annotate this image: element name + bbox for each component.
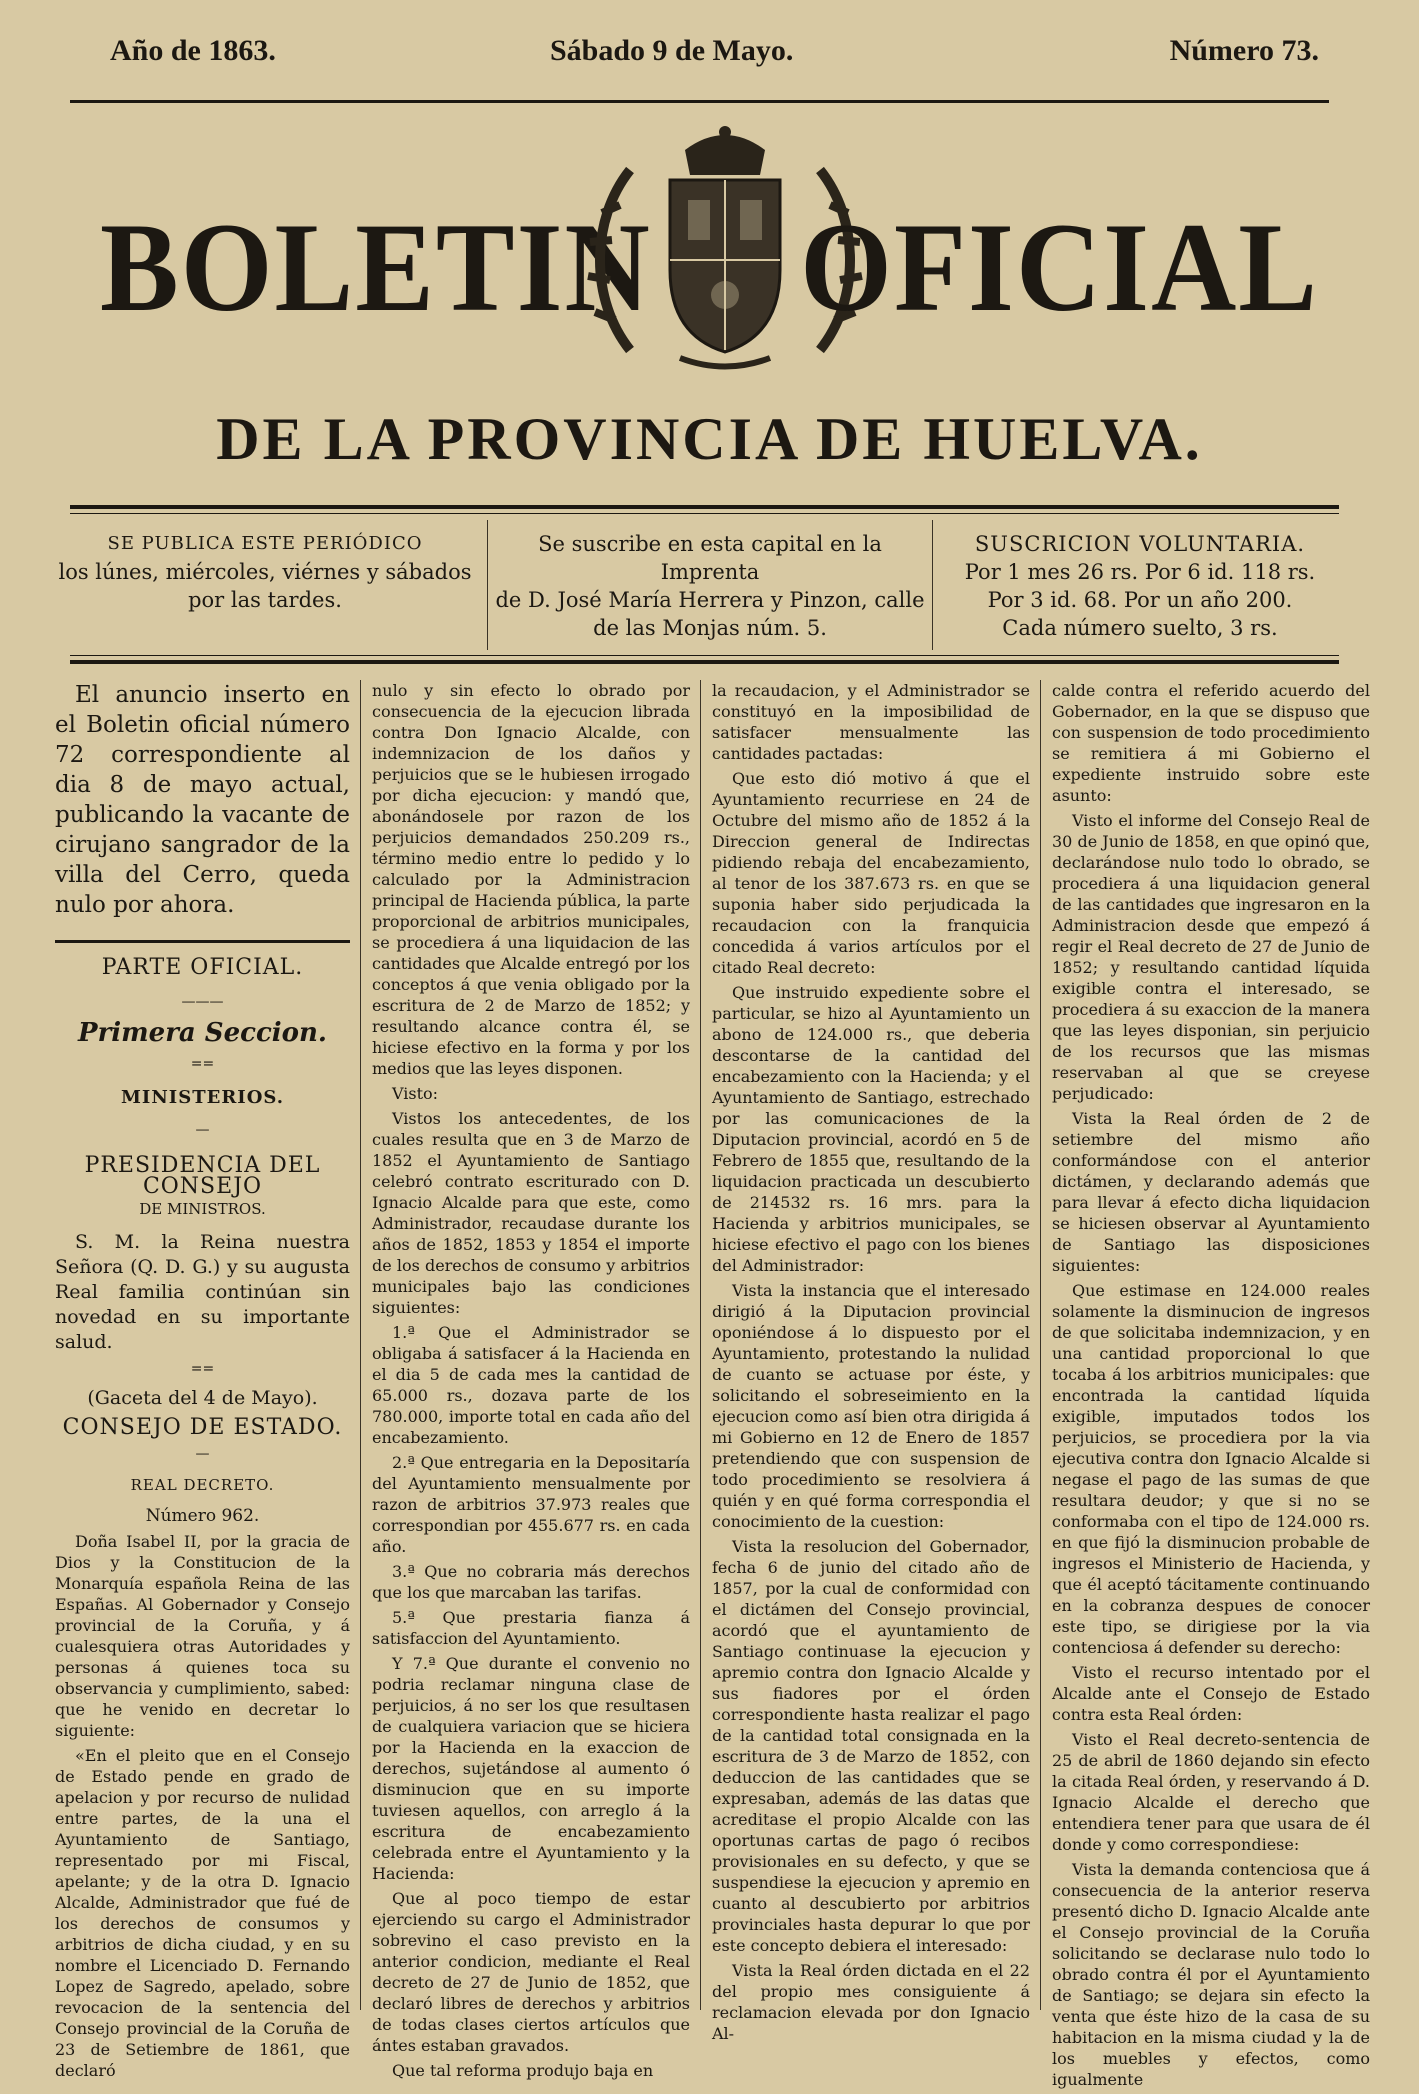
col2-condition-5: 5.ª Que prestaria fianza á satisfaccion del Ayuntamiento.	[372, 1608, 690, 1648]
info-publication	[55, 530, 475, 614]
col3-paragraph-3: Que instruido expediente sobre el particular, se hizo al Ayuntamiento un abono de 124.000 rs., que deberia descontarse de la cantidad del encabezamiento con la Hacienda; y el Ayuntamiento de Santiago, estrechado por las comunicaciones de la Diputacion provincial, acordó en 5 de Febrero de 1855 que, resultando de la liquidacion practicada un descubierto de 214532 rs. 16 mrs. para la Hacienda y arbitrios municipales, se hiciese efectivo el pago con los bienes del Administrador:	[712, 983, 1030, 1275]
reina-text: S. M. la Reina nuestra Señora (Q. D. G.) y su augusta Real familia continúan sin novedad en su importante salud.	[55, 1231, 350, 1353]
separator: ==	[190, 1056, 215, 1072]
ministerios-heading: MINISTERIOS.	[120, 1087, 284, 1108]
column-divider-2	[700, 680, 701, 2010]
top-rule	[70, 100, 1329, 103]
col2-paragraph-4: Que tal reforma produjo baja en	[392, 2061, 654, 2080]
column-1	[55, 680, 350, 2085]
col4-paragraph-2: Visto el informe del Consejo Real de 30 de Junio de 1858, en que opinó que, declarándose nulo todo lo obrado, se procediera á una liquidacion general de las cantidades que ingresaron en la Administracion desde que empezó á regir el Real decreto de 27 de Junio de 1852; y resultando cantidad líquida exigible contra el interesado, se procediera á su exaccion de la manera que las leyes disponian, sin perjuicio de los recursos que las mismas reservaban al que se creyese perjudicado:	[1052, 811, 1370, 1103]
presidencia-heading: PRESIDENCIA DEL CONSEJO	[84, 1153, 321, 1199]
masthead-word-left: BOLETIN	[100, 196, 652, 339]
info-publication-title: SE PUBLICA ESTE PERIÓDICO	[107, 533, 423, 554]
decreto-number: Número 962.	[145, 1506, 260, 1526]
issue-date: Sábado 9 de Mayo.	[550, 34, 794, 67]
info-publication-time: por las tardes.	[188, 588, 342, 612]
column-4	[1052, 680, 1370, 2094]
info-subscription-line-3: de las Monjas núm. 5.	[593, 616, 827, 640]
info-prices-line-2: Por 3 id. 68. Por un año 200.	[987, 588, 1293, 612]
col4-paragraph-4: Que estimase en 124.000 reales solamente la disminucion de ingresos de que solicitaba indemnizacion, y en una cantidad proporcional lo que tocaba á los arbitrios municipales: que encontrada la cantidad líquida exigible, imputados todos los perjuicios, se procediera por la via ejecutiva contra don Ignacio Alcalde si negase el pago de las sumas de que resultara deudor; y que si no se conformaba con el tipo de 124.000 rs. en que fijó la disminucion probable de ingresos el Ministerio de Hacienda, y que él aceptó tácitamente continuando en la cobranza despues de conocer este tipo, se dirigiese por la via contenciosa á defender su derecho:	[1052, 1281, 1370, 1657]
parte-oficial-heading: PARTE OFICIAL.	[101, 955, 304, 980]
column-3	[712, 680, 1030, 2048]
col4-paragraph-1: calde contra el referido acuerdo del Gobernador, en la que se dispuso que con suspension de todo procedimiento se remitiera á mi Gobierno el expediente instruido sobre este asunto:	[1052, 681, 1370, 805]
column-divider-3	[1040, 680, 1041, 2010]
col2-paragraph-2: Vistos los antecedentes, de los cuales resulta que en 3 de Marzo de 1852 el Ayuntamiento de Santiago celebró contrato escriturado con D. Ignacio Alcalde para que este, como Administrador, recaudase durante los años de 1852, 1853 y 1854 el importe de los derechos de consumo y arbitrios municipales bajo las condiciones siguientes:	[372, 1109, 690, 1317]
col2-condition-7: Y 7.ª Que durante el convenio no podria reclamar ninguna clase de perjuicios, á no ser los que resultasen de cualquiera variacion que se hiciera por la Hacienda en la exaccion de derechos, sujetándose al aumento ó disminucion que en su importe tuviesen aquellos, con arreglo á la escritura de encabezamiento celebrada entre el Ayuntamiento y la Hacienda:	[372, 1654, 690, 1883]
info-publication-days: los lúnes, miércoles, viérnes y sábados	[58, 560, 472, 584]
notice-text: El anuncio inserto en el Boletin oficial número 72 correspondiente al dia 8 de mayo actual, publicando la vacante de cirujano sangrador de la villa del Cerro, queda nulo por ahora.	[55, 682, 350, 918]
separator: —	[195, 1122, 210, 1138]
issue-year: Año de 1863.	[110, 34, 276, 67]
col3-paragraph-6: Vista la Real órden dictada en el 22 del propio mes consiguiente á reclamacion elevada por don Ignacio Al-	[712, 1961, 1030, 2043]
info-divider-1	[487, 520, 488, 650]
info-bottom-rule	[70, 660, 1339, 664]
info-prices-single: Cada número suelto, 3 rs.	[1002, 616, 1278, 640]
col2-condition-1: 1.ª Que el Administrador se obligaba á satisfacer á la Hacienda en el dia 5 de cada mes la cantidad de 65.000 rs., dozava parte de los 780.000, importe total en cada año del encabezamiento.	[372, 1323, 690, 1447]
column-2	[372, 680, 690, 2085]
col2-visto: Visto:	[392, 1084, 439, 1103]
info-subscription-line-1: Se suscribe en esta capital en la Imprenta	[538, 532, 882, 584]
masthead	[100, 120, 1319, 380]
col4-paragraph-7: Vista la demanda contenciosa que á consecuencia de la anterior reserva presentó dicho D. Ignacio Alcalde ante el Consejo provincial de la Coruña solicitando se declarase nulo todo lo obrado contra él por el Ayuntamiento de Santiago; se dejara sin efecto la venta que éste hizo de la casa de su habitacion en la misma ciudad y la de los muebles y efectos, como igualmente	[1052, 1860, 1370, 2089]
info-divider-2	[932, 520, 933, 650]
issue-number: Número 73.	[1169, 34, 1319, 67]
info-subscription-place	[495, 530, 925, 642]
masthead-word-right: OFICIAL	[800, 196, 1319, 339]
info-bottom-rule-thin	[70, 655, 1339, 656]
col4-paragraph-3: Vista la Real órden de 2 de setiembre del mismo año conformándose con el anterior dictámen, y declarando además que para llevar á efecto dicha liquidacion se hiciesen observar al Ayuntamiento de Santiago las disposiciones siguientes:	[1052, 1109, 1370, 1275]
col2-paragraph-3: Que al poco tiempo de estar ejerciendo su cargo el Administrador sobrevino el caso previsto en la anterior condicion, mediante el Real decreto de 27 de Junio de 1852, que declaró libres de derechos y arbitrios de todas clases ciertos artículos que ántes estaban gravados.	[372, 1889, 690, 2055]
col3-paragraph-5: Vista la resolucion del Gobernador, fecha 6 de junio del citado año de 1857, por la cual de conformidad con el dictámen del Consejo provincial, acordó que el ayuntamiento de Santiago continuase la ejecucion y apremio contra don Ignacio Alcalde y sus fiadores por el órden correspondiente hasta realizar el pago de la cantidad total consignada en la escritura de 3 de Marzo de 1852, con deduccion de las cantidades que se expresaban, además de las datas que acreditase el propio Alcalde con las oportunas cartas de pago ó recibos provisionales en su defecto, y que se suspendiese la ejecucion y apremio en cuanto al descubierto por arbitrios provinciales hasta depurar lo que por este concepto debiera el interesado:	[712, 1537, 1030, 1955]
seccion-heading: Primera Seccion.	[78, 1018, 327, 1048]
consejo-heading: CONSEJO DE ESTADO.	[62, 1415, 343, 1440]
info-prices-line-1: Por 1 mes 26 rs. Por 6 id. 118 rs.	[964, 560, 1316, 584]
separator: —	[195, 1446, 210, 1462]
col1-paragraph-2: «En el pleito que en el Consejo de Estado pende en grado de apelacion y por recurso de nulidad entre partes, de la una el Ayuntamiento de Santiago, representado por mi Fiscal, apelante; y de la otra D. Ignacio Alcalde, Administrador que fué de los derechos de consumos y arbitrios de dicha ciudad, y en su nombre el Licenciado D. Fernando Lopez de Sagredo, apelado, sobre revocacion de la sentencia del Consejo provincial de la Coruña de 23 de Setiembre de 1861, que declaró	[55, 1746, 350, 2080]
info-prices-title: SUSCRICION VOLUNTARIA.	[974, 532, 1306, 556]
separator: ———	[181, 994, 224, 1010]
decreto-heading: REAL DECRETO.	[130, 1476, 275, 1494]
col2-condition-2: 2.ª Que entregaria en la Depositaría del Ayuntamiento mensualmente por razon de arbitrios 37.973 reales que correspondian por 455.677 rs. en cada año.	[372, 1453, 690, 1556]
notice-rule	[55, 940, 350, 943]
col4-paragraph-5: Visto el recurso intentado por el Alcalde ante el Consejo de Estado contra esta Real órden:	[1052, 1663, 1370, 1724]
col4-paragraph-6: Visto el Real decreto-sentencia de 25 de abril de 1860 dejando sin efecto la citada Real órden, y reservando á D. Ignacio Alcalde el derecho que entendiera tener para que usara de él donde y como correspondiese:	[1052, 1730, 1370, 1854]
col3-paragraph-2: Que esto dió motivo á que el Ayuntamiento recurriese en 24 de Octubre del mismo año de 1852 á la Direccion general de Indirectas pidiendo rebaja del encabezamiento, al tenor de los 387.673 rs. en que se suponia haber sido perjudicada la recaudacion con la franquicia concedida á varios artículos por el citado Real decreto:	[712, 769, 1030, 977]
info-top-rule	[70, 505, 1339, 509]
ministros-heading: DE MINISTROS.	[139, 1200, 266, 1218]
gaceta-text: (Gaceta del 4 de Mayo).	[87, 1387, 318, 1409]
col3-paragraph-1: la recaudacion, y el Administrador se constituyó en la imposibilidad de satisfacer mensualmente las cantidades pactadas:	[712, 681, 1030, 763]
masthead-subtitle: DE LA PROVINCIA DE HUELVA.	[216, 406, 1203, 472]
separator: ==	[190, 1361, 215, 1377]
column-divider-1	[360, 680, 361, 2010]
info-prices	[940, 530, 1340, 642]
col3-paragraph-4: Vista la instancia que el interesado dirigió á la Diputacion provincial oponiéndose á lo dispuesto por el Ayuntamiento, protestando la nulidad de cuanto se actuase por éste, y solicitando el sobreseimiento en la ejecucion como así bien otra dirigida á mi Gobierno en 12 de Enero de 1857 pretendiendo que con suspension de todo procedimiento se resolviera á quién y en qué forma correspondia el conocimiento de la cuestion:	[712, 1281, 1030, 1531]
col1-paragraph-1: Doña Isabel II, por la gracia de Dios y la Constitucion de la Monarquía española Reina de las Españas. Al Gobernador y Consejo provincial de la Coruña, y á cualesquiera otras Autoridades y personas á quienes toca su observancia y cumplimiento, sabed: que he venido en decretar lo siguiente:	[55, 1532, 350, 1740]
info-subscription-line-2: de D. José María Herrera y Pinzon, calle	[495, 588, 925, 612]
info-top-rule-thin	[70, 513, 1339, 514]
col2-condition-3: 3.ª Que no cobraria más derechos que los que marcaban las tarifas.	[372, 1562, 690, 1602]
col2-paragraph-1: nulo y sin efecto lo obrado por consecuencia de la ejecucion librada contra Don Ignacio Alcalde, con indemnizacion de los daños y perjuicios que se le hubiesen irrogado por dicha ejecucion: y mandó que, abonándosele por razon de los perjuicios demandados 250.209 rs., término medio entre lo pedido y lo calculado por la Administracion principal de Hacienda pública, la parte proporcional de arbitrios municipales, se procediera á una liquidacion de las cantidades que Alcalde entregó por los conceptos á que venia obligado por la escritura de 2 de Marzo de 1852; y resultando alcance contra él, se hiciese efectivo en la forma y por los medios que las leyes disponen.	[372, 681, 690, 1078]
header-row	[110, 34, 1319, 74]
